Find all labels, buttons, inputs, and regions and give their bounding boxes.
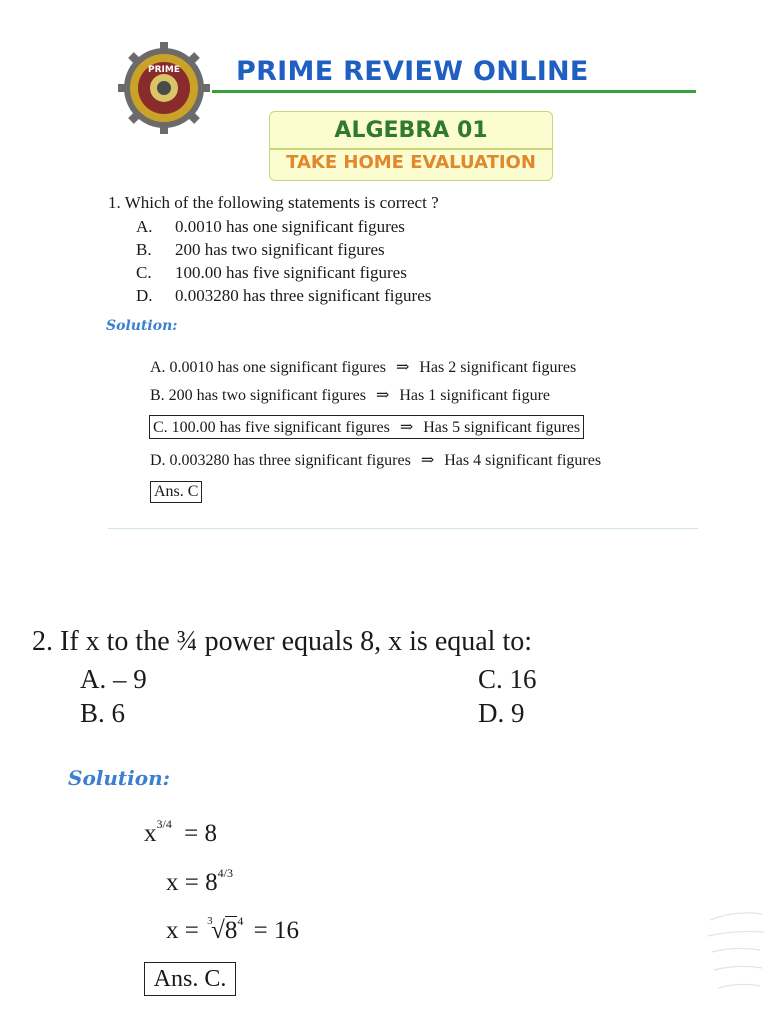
q1-solution-line-b	[150, 385, 550, 405]
q2-option-d: D. 9	[478, 698, 525, 728]
solution-claim: C. 100.00 has five significant figures	[153, 419, 390, 436]
q2-step-1	[144, 816, 217, 848]
question2-stem: 2. If x to the ¾ power equals 8, x is equal to:	[32, 626, 533, 657]
subject-title: ALGEBRA 01	[334, 118, 488, 143]
implies-icon: ⇒	[420, 452, 435, 469]
q2-solution-label: Solution:	[68, 766, 171, 790]
q1-solution-label: Solution:	[106, 318, 178, 334]
q1-answer-box: Ans. C	[150, 481, 202, 503]
q1-option-c-text: 100.00 has five significant figures	[175, 263, 407, 282]
solution-claim: A. 0.0010 has one significant figures	[150, 359, 386, 376]
evaluation-title: TAKE HOME EVALUATION	[286, 152, 536, 173]
radicand-exponent: 4	[237, 913, 244, 928]
q2-step-2	[166, 865, 233, 897]
solution-claim: B. 200 has two significant figures	[150, 387, 366, 404]
step3-rhs: = 16	[253, 917, 299, 944]
q1-solution-line-a	[150, 357, 576, 377]
q1-option-b-text: 200 has two significant figures	[175, 240, 385, 259]
q2-option-a: A. – 9	[80, 664, 147, 694]
step2-lhs: x = 8	[166, 869, 218, 896]
solution-result: Has 4 significant figures	[444, 452, 602, 469]
prime-logo	[118, 42, 210, 134]
implies-icon: ⇒	[375, 387, 390, 404]
implies-icon: ⇒	[395, 359, 410, 376]
question1-stem: 1. Which of the following statements is correct ?	[108, 193, 439, 212]
q1-solution-line-c-highlighted	[149, 415, 584, 439]
step1-base: x	[144, 820, 157, 847]
step2-exponent: 4/3	[217, 865, 233, 880]
implies-icon: ⇒	[399, 419, 414, 436]
q1-option-c-letter: C.	[136, 263, 152, 282]
faint-scribble	[700, 900, 768, 1010]
q2-option-b: B. 6	[80, 698, 126, 728]
q2-step-3	[166, 913, 299, 945]
q1-option-d-letter: D.	[136, 286, 153, 305]
solution-result: Has 1 significant figure	[399, 387, 550, 404]
brand-title: PRIME REVIEW ONLINE	[236, 56, 589, 87]
q1-option-a-letter: A.	[136, 217, 153, 236]
q2-option-c: C. 16	[478, 664, 537, 694]
solution-result: Has 2 significant figures	[419, 359, 577, 376]
title-divider	[270, 148, 552, 150]
header-rule	[212, 90, 696, 93]
solution-claim: D. 0.003280 has three significant figures	[150, 452, 411, 469]
q1-solution-line-d	[150, 450, 601, 470]
radical-index: 3	[207, 915, 213, 927]
logo-text: PRIME	[148, 65, 180, 75]
q1-option-d-text: 0.003280 has three significant figures	[175, 286, 432, 305]
q1-option-b-letter: B.	[136, 240, 152, 259]
title-box	[269, 111, 553, 181]
q2-answer-box: Ans. C.	[144, 962, 236, 996]
solution-result: Has 5 significant figures	[423, 419, 581, 436]
step1-exponent: 3/4	[156, 816, 172, 831]
section-separator	[108, 528, 698, 529]
step1-rhs: = 8	[184, 820, 217, 847]
step3-lhs: x =	[166, 917, 199, 944]
q1-option-a-text: 0.0010 has one significant figures	[175, 217, 405, 236]
radicand: 8	[224, 917, 238, 944]
radical-icon: 3 $√8^4$	[207, 913, 244, 944]
